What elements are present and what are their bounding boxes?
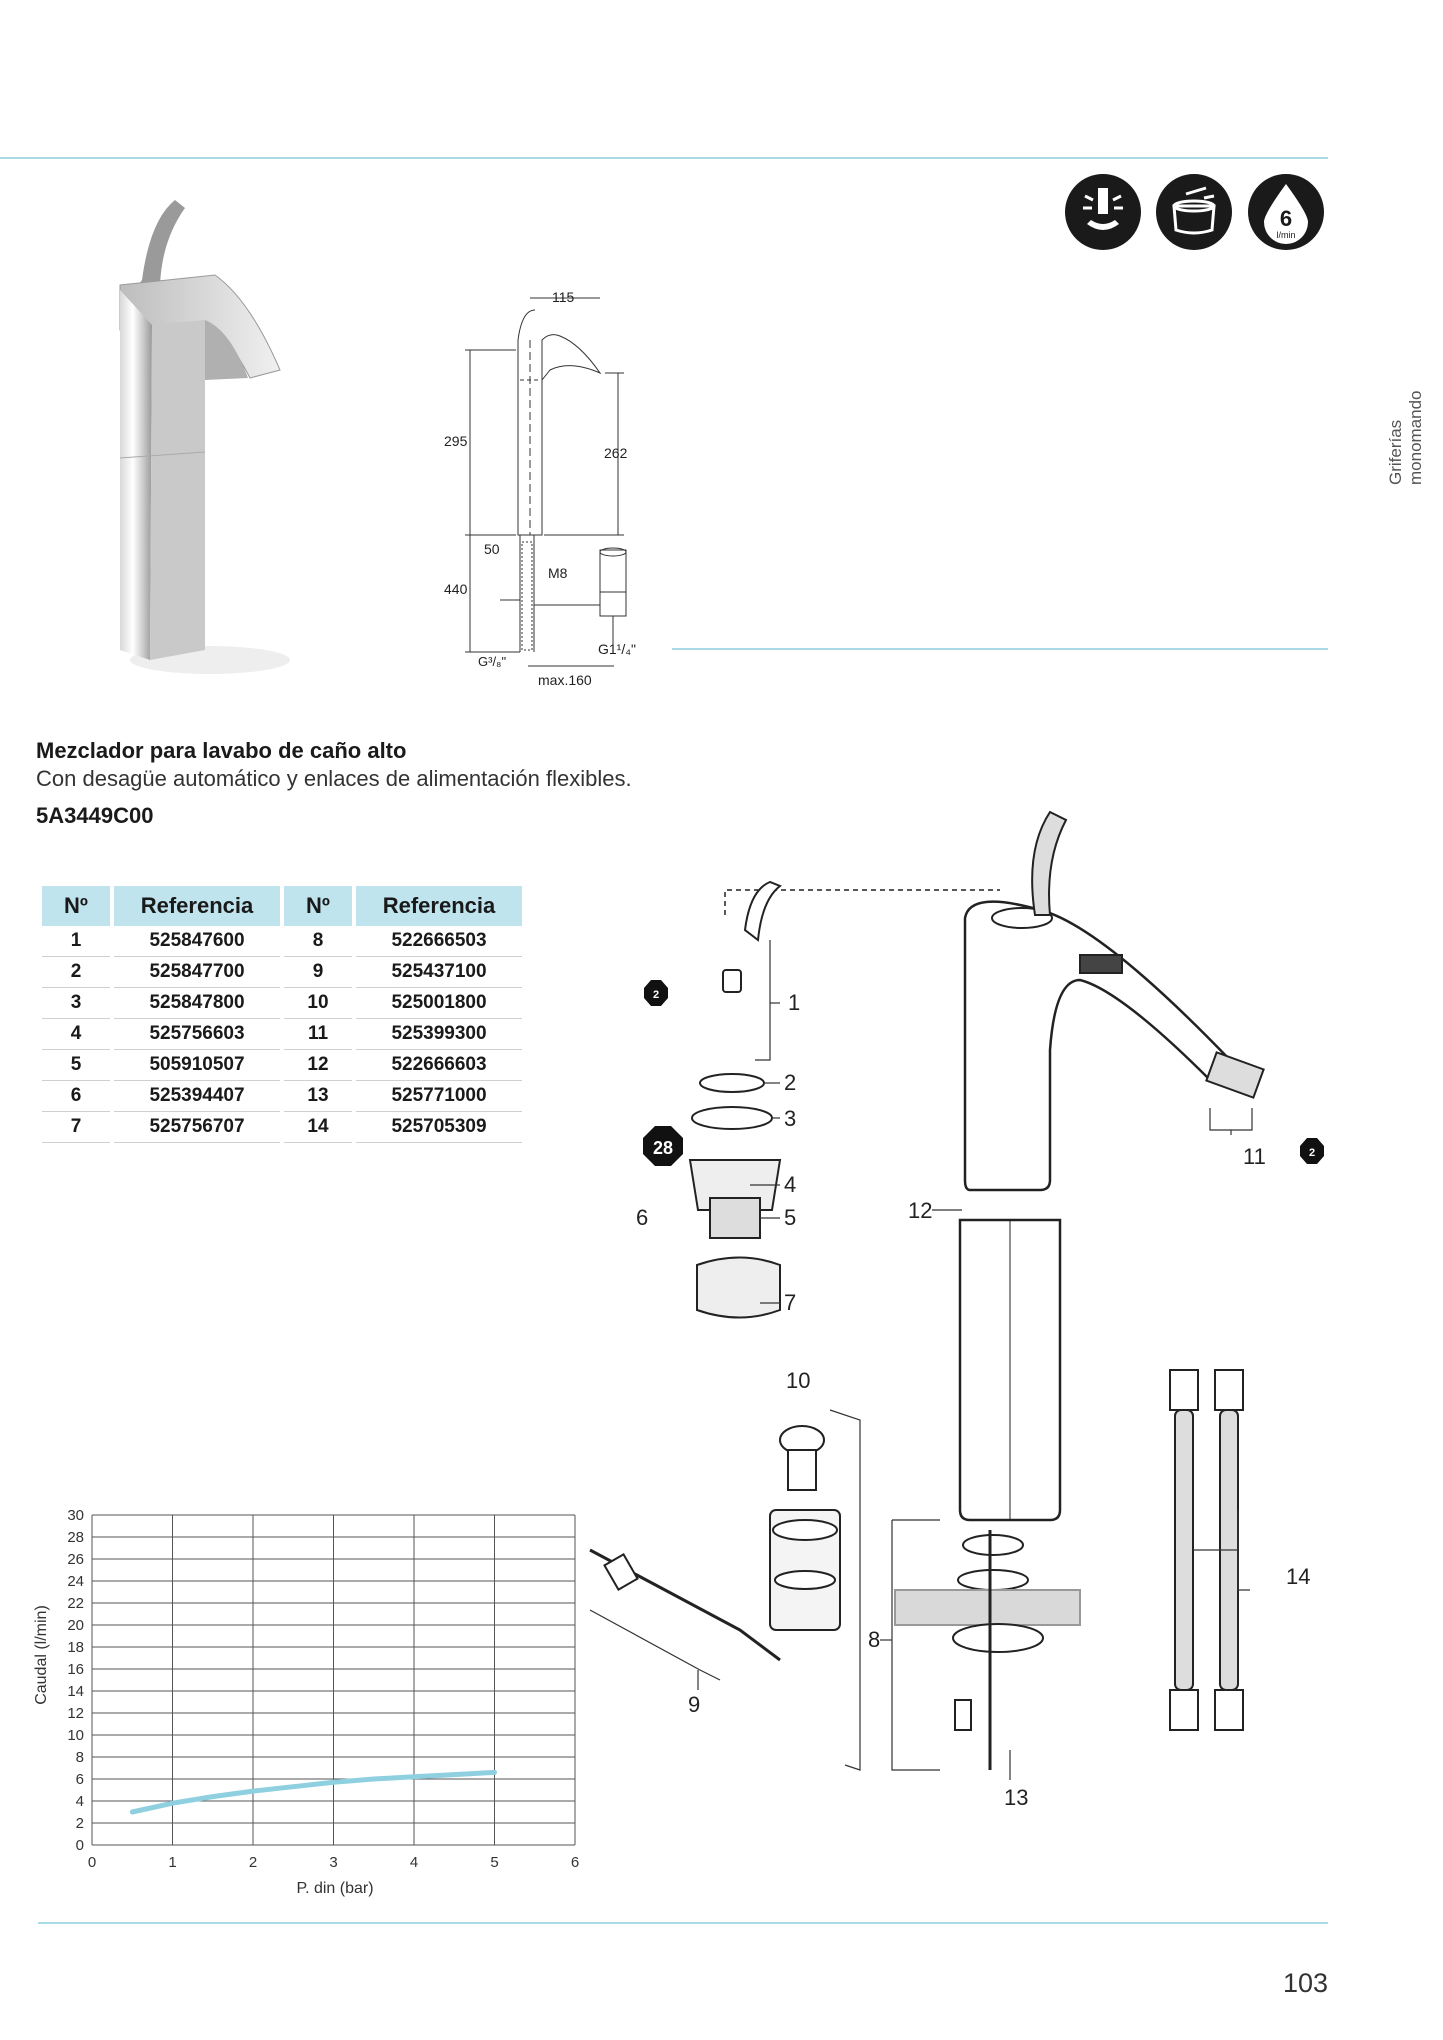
- chart-x-axis-label: P. din (bar): [296, 1880, 374, 1897]
- dim-height-spout: 262: [604, 445, 628, 461]
- chart-x-ticks: [88, 1854, 579, 1871]
- header-ref-2: Referencia: [356, 886, 522, 926]
- dim-below: 440: [444, 581, 468, 597]
- part-label-14: 14: [1286, 1564, 1311, 1589]
- page-number: 103: [1283, 1968, 1329, 1998]
- dim-thread: M8: [548, 565, 568, 581]
- chart-x-tick-label: 2: [248, 1854, 258, 1871]
- bottom-rule: [38, 1922, 1328, 1924]
- part-label-5: 5: [784, 1205, 797, 1230]
- cell: 9: [284, 957, 352, 988]
- table-row: [42, 1112, 522, 1143]
- chart-x-tick-label: 0: [87, 1854, 97, 1871]
- chart-y-tick-label: 24: [67, 1573, 84, 1590]
- water-drop-flow-icon: [1248, 174, 1324, 250]
- cell: 522666503: [356, 926, 522, 957]
- part-label-1: 1: [788, 990, 801, 1015]
- cold-start-icon: [1156, 174, 1232, 250]
- chart-y-tick-label: 6: [75, 1771, 84, 1788]
- part-label-3: 3: [784, 1106, 797, 1131]
- cell: 1: [42, 926, 110, 957]
- chart-y-tick-label: 30: [67, 1507, 84, 1524]
- part-label-8: 8: [868, 1627, 881, 1652]
- chart-x-tick-label: 5: [490, 1854, 499, 1871]
- table-row: [42, 1081, 522, 1112]
- part-label-9: 9: [688, 1692, 701, 1717]
- cell: 4: [42, 1019, 110, 1050]
- dim-waste-thread: G1¹/₄": [598, 641, 636, 657]
- dim-top-width: 115: [552, 289, 575, 305]
- cell: 8: [284, 926, 352, 957]
- dim-base: 50: [484, 541, 500, 557]
- side-tab-line2: monomando: [1406, 390, 1425, 485]
- part-label-12: 12: [908, 1198, 933, 1223]
- cell: 5: [42, 1050, 110, 1081]
- cell: 7: [42, 1112, 110, 1143]
- parts-table-header: [42, 886, 522, 926]
- side-tab-line1: Griferías: [1386, 419, 1405, 485]
- chart-y-tick-label: 22: [67, 1595, 84, 1612]
- part-label-11: 11: [1243, 1144, 1266, 1169]
- cell: 525756603: [114, 1019, 280, 1050]
- chart-y-tick-label: 8: [75, 1749, 84, 1766]
- chart-x-tick-label: 4: [409, 1854, 419, 1871]
- cell: 525394407: [114, 1081, 280, 1112]
- chart-y-tick-label: 2: [75, 1815, 84, 1832]
- cell: 14: [284, 1112, 352, 1143]
- chart-y-tick-label: 18: [67, 1639, 84, 1656]
- allen-key-size-1: 2: [652, 989, 660, 1001]
- chart-y-tick-label: 16: [67, 1661, 84, 1678]
- chart-x-tick-label: 3: [329, 1854, 338, 1871]
- cell: 525001800: [356, 988, 522, 1019]
- chart-y-tick-label: 10: [67, 1727, 84, 1744]
- chart-grid: [92, 1515, 575, 1845]
- section-side-tab: [1380, 375, 1440, 485]
- cell: 2: [42, 957, 110, 988]
- cell: 13: [284, 1081, 352, 1112]
- chart-y-tick-label: 14: [67, 1683, 84, 1700]
- chart-y-tick-label: 20: [67, 1617, 84, 1634]
- mid-rule: [672, 648, 1328, 650]
- dimension-drawing: [440, 280, 660, 700]
- product-subtitle: Con desagüe automático y enlaces de alimentación flexibles.: [36, 766, 632, 791]
- chart-x-tick-label: 1: [168, 1854, 177, 1871]
- cell: 525847700: [114, 957, 280, 988]
- dim-height-total: 295: [444, 433, 468, 449]
- cell: 525847600: [114, 926, 280, 957]
- dim-feed-thread: G³/₈": [478, 654, 507, 669]
- cell: 525399300: [356, 1019, 522, 1050]
- chart-y-axis-label: Caudal (l/min): [33, 1605, 50, 1705]
- part-label-10: 10: [786, 1368, 811, 1393]
- chart-y-tick-label: 0: [75, 1837, 84, 1854]
- cell: 525847800: [114, 988, 280, 1019]
- chart-y-tick-label: 4: [75, 1793, 84, 1810]
- chart-y-ticks: [67, 1507, 84, 1854]
- part-label-13: 13: [1004, 1785, 1029, 1810]
- part-label-7: 7: [784, 1290, 797, 1315]
- cell: 11: [284, 1019, 352, 1050]
- header-no-1: Nº: [42, 886, 110, 926]
- table-row: [42, 988, 522, 1019]
- table-row: [42, 926, 522, 957]
- cell: 525756707: [114, 1112, 280, 1143]
- product-photo: [80, 190, 320, 690]
- part-label-6: 6: [636, 1205, 649, 1230]
- allen-key-size-2: 2: [1308, 1147, 1316, 1159]
- cell: 6: [42, 1081, 110, 1112]
- flow-rate-chart: [20, 1495, 600, 1905]
- torque-tag-value: 28: [652, 1138, 674, 1158]
- cell: 525771000: [356, 1081, 522, 1112]
- table-row: [42, 957, 522, 988]
- product-title: Mezclador para lavabo de caño alto: [36, 738, 407, 763]
- flow-unit: l/min: [1276, 230, 1296, 240]
- header-ref-1: Referencia: [114, 886, 280, 926]
- top-rule: [0, 157, 1328, 159]
- parts-table: [38, 886, 526, 1143]
- table-row: [42, 1019, 522, 1050]
- exploded-view-diagram: [580, 790, 1400, 1810]
- cell: 525437100: [356, 957, 522, 988]
- cell: 3: [42, 988, 110, 1019]
- cell: 10: [284, 988, 352, 1019]
- push-drain-icon: [1065, 174, 1141, 250]
- part-label-4: 4: [784, 1172, 797, 1197]
- header-no-2: Nº: [284, 886, 352, 926]
- product-code: 5A3449C00: [36, 803, 154, 828]
- cell: 522666603: [356, 1050, 522, 1081]
- chart-series-line: [132, 1772, 494, 1812]
- table-row: [42, 1050, 522, 1081]
- part-label-2: 2: [784, 1070, 797, 1095]
- chart-x-tick-label: 6: [570, 1854, 580, 1871]
- cell: 12: [284, 1050, 352, 1081]
- flow-value: 6: [1279, 206, 1293, 231]
- chart-y-tick-label: 26: [67, 1551, 84, 1568]
- dim-max: max.160: [538, 672, 592, 688]
- chart-y-tick-label: 12: [67, 1705, 84, 1722]
- cell: 505910507: [114, 1050, 280, 1081]
- cell: 525705309: [356, 1112, 522, 1143]
- chart-y-tick-label: 28: [67, 1529, 84, 1546]
